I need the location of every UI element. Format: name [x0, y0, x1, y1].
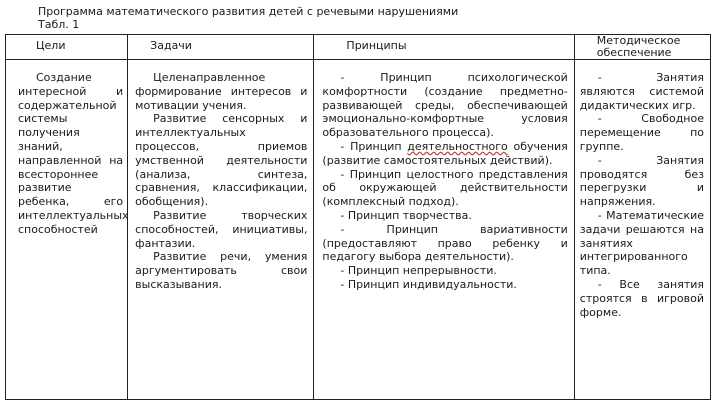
principle-item: - Принцип индивидуальности. — [340, 277, 517, 291]
task-item: Целенаправленное формирование интересов и мотивации учения. — [135, 71, 308, 112]
document-header — [38, 5, 458, 31]
table-label: Табл. 1 — [38, 18, 80, 31]
task-item: Развитие сенсорных и интеллектуальных процессов, приемов умственной деятельности (анализа, синтеза, сравнения, классификации, обобщения). — [135, 112, 308, 209]
header-support: Методическое обеспечение — [574, 35, 710, 60]
task-item: Развитие творческих способностей, инициативы, фантазии. — [135, 208, 308, 250]
support-cell — [574, 60, 710, 400]
goals-text: Создание интересной и содержательной системы получения знаний, направленной на всестороннее развитие ребенка, его интеллектуальных способностей — [18, 71, 129, 236]
tasks-cell — [128, 60, 314, 400]
principle-item: - Принцип непрерывности. — [340, 264, 497, 278]
principles-cell — [314, 60, 574, 400]
support-item: - Все занятия строятся в игровой форме. — [579, 277, 704, 319]
principle-item: - Принцип целостного представления об окружающей действительности (комплексный подход). — [322, 167, 568, 209]
header-tasks: Задачи — [128, 35, 314, 60]
table-body-row — [6, 60, 711, 400]
support-item: - Занятия проводятся без перегрузки и напряжения. — [579, 153, 704, 209]
header-principles: Принципы — [314, 35, 574, 60]
principle-item: - Принцип творчества. — [340, 208, 472, 222]
support-item: - Свободное перемещение по группе. — [579, 112, 704, 153]
table-header-row — [6, 35, 711, 60]
support-item: - Занятия являются системой дидактических игр. — [579, 71, 704, 112]
principle-item: - Принцип психологической комфортности (создание предметно-развивающей среды, обеспечивающей эмоционально-комфортные условия образовательного процесса). — [322, 71, 568, 140]
header-goals: Цели — [6, 35, 128, 60]
principle-item: - Принцип вариативности (предоставляют право ребенку и педагогу выбора деятельности). — [322, 222, 568, 264]
task-item: Развитие речи, умения аргументировать свои высказывания. — [135, 250, 308, 291]
support-item: - Математические задачи решаются на занятиях интегрированного типа. — [579, 208, 704, 278]
program-table — [5, 34, 711, 400]
goals-cell — [6, 60, 128, 400]
document-title: Программа математического развития детей с речевыми нарушениями — [38, 5, 459, 18]
principle-item: - Принцип деятельностного обучения (развитие самостоятельных действий). — [322, 139, 568, 167]
spellcheck-underlined-word: деятельностного — [407, 139, 508, 153]
